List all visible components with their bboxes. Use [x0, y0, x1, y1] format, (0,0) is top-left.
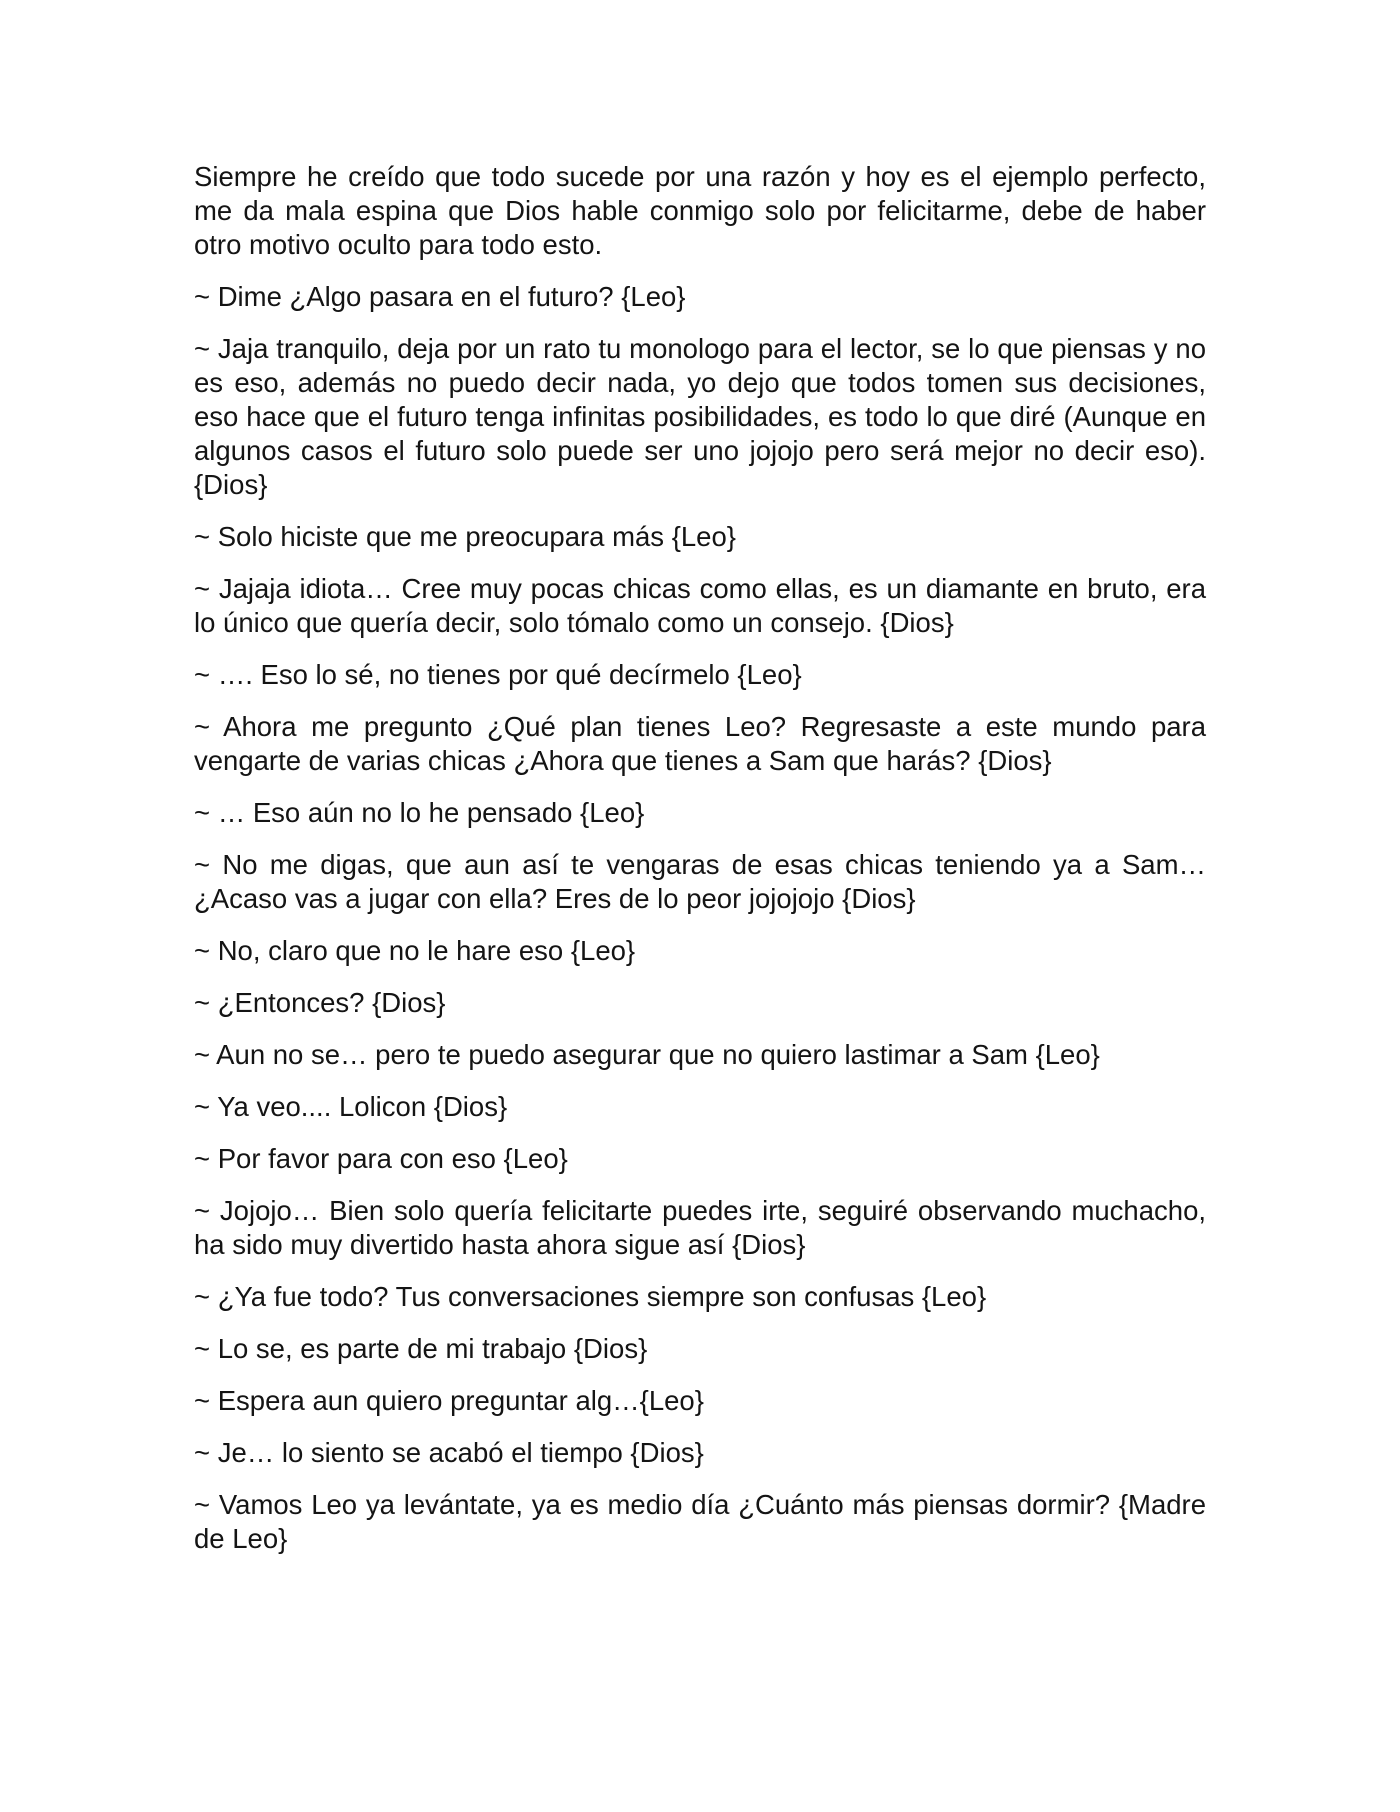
dialogue-line: ~ ¿Entonces? {Dios}	[194, 987, 446, 1018]
dialogue-line: ~ Je… lo siento se acabó el tiempo {Dios}	[194, 1437, 704, 1468]
dialogue-line: ~ …. Eso lo sé, no tienes por qué decírmelo {Leo}	[194, 659, 802, 690]
dialogue-line: ~ Ya veo.... Lolicon {Dios}	[194, 1091, 508, 1122]
dialogue-line: ~ Vamos Leo ya levántate, ya es medio día ¿Cuánto más piensas dormir? {Madre de Leo}	[194, 1489, 1206, 1554]
dialogue-line: ~ Solo hiciste que me preocupara más {Leo}	[194, 521, 736, 552]
document-body	[194, 160, 1206, 1574]
dialogue-line: ~ No me digas, que aun así te vengaras de esas chicas teniendo ya a Sam… ¿Acaso vas a jugar con ella? Eres de lo peor jojojojo {Dios}	[194, 849, 1206, 914]
dialogue-line: ~ ¿Ya fue todo? Tus conversaciones siempre son confusas {Leo}	[194, 1281, 987, 1312]
dialogue-line: ~ Ahora me pregunto ¿Qué plan tienes Leo? Regresaste a este mundo para vengarte de varias chicas ¿Ahora que tienes a Sam que harás? {Dios}	[194, 711, 1206, 776]
dialogue-line: ~ Dime ¿Algo pasara en el futuro? {Leo}	[194, 281, 686, 312]
dialogue-line: ~ Jajaja idiota… Cree muy pocas chicas como ellas, es un diamante en bruto, era lo único que quería decir, solo tómalo como un consejo. {Dios}	[194, 573, 1206, 638]
narration-paragraph: Siempre he creído que todo sucede por una razón y hoy es el ejemplo perfecto, me da mala espina que Dios hable conmigo solo por felicitarme, debe de haber otro motivo oculto para todo esto.	[194, 161, 1206, 260]
dialogue-line: ~ Jojojo… Bien solo quería felicitarte puedes irte, seguiré observando muchacho, ha sido muy divertido hasta ahora sigue así {Dios}	[194, 1195, 1206, 1260]
dialogue-line: ~ Aun no se… pero te puedo asegurar que no quiero lastimar a Sam {Leo}	[194, 1039, 1100, 1070]
dialogue-line: ~ Jaja tranquilo, deja por un rato tu monologo para el lector, se lo que piensas y no es eso, además no puedo decir nada, yo dejo que todos tomen sus decisiones, eso hace que el futuro tenga infinitas posibilidades, es todo lo que diré (Aunque en algunos casos el futuro solo puede ser uno jojojo pero será mejor no decir eso). {Dios}	[194, 333, 1206, 500]
dialogue-line: ~ … Eso aún no lo he pensado {Leo}	[194, 797, 645, 828]
dialogue-line: ~ Espera aun quiero preguntar alg…{Leo}	[194, 1385, 704, 1416]
dialogue-line: ~ No, claro que no le hare eso {Leo}	[194, 935, 636, 966]
dialogue-line: ~ Lo se, es parte de mi trabajo {Dios}	[194, 1333, 648, 1364]
dialogue-line: ~ Por favor para con eso {Leo}	[194, 1143, 568, 1174]
